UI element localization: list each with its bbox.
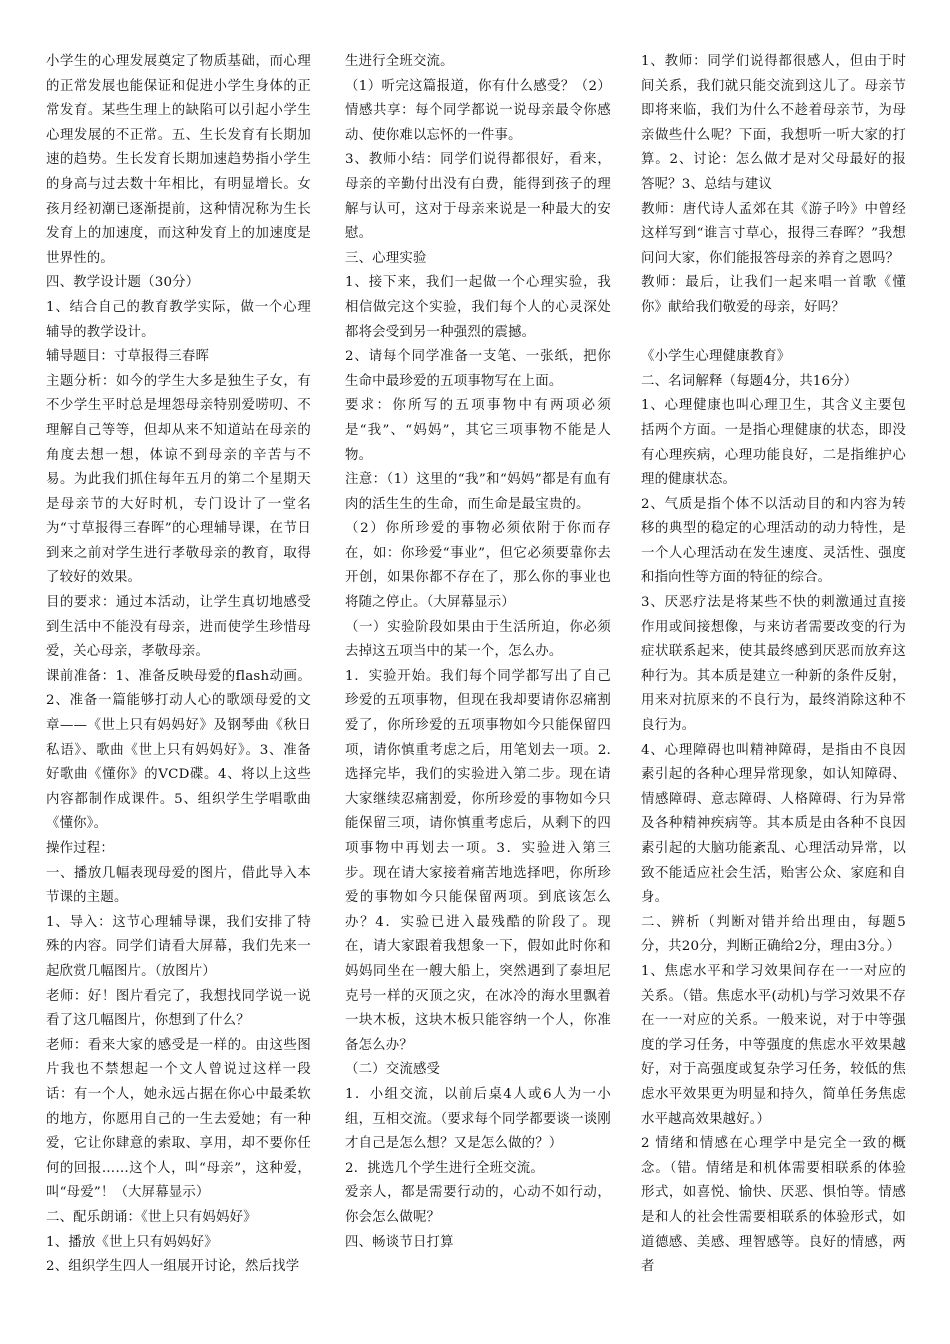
paragraph: 老师：好！图片看完了，我想找同学说一说看了这几幅图片，你想到了什么？ xyxy=(46,988,311,1029)
paragraph: 生进行全班交流。 xyxy=(345,54,454,69)
paragraph: 一、播放几幅表现母爱的图片，借此导入本节课的主题。 xyxy=(46,865,311,906)
paragraph: 1、焦虑水平和学习效果间存在一一对应的关系。（错。焦虑水平(动机)与学习效果不存在一一对应的关系。一般来说，对于中等强度的学习任务，中等强度的焦虑水平效果越好，对于高强度或复杂学习任务，较低的焦虑水平效果更为明显和持久，简单任务焦虑水平越高效果越好。） xyxy=(641,963,906,1127)
paragraph: 1．实验开始。我们每个同学都写出了自己珍爱的五项事物，但现在我却要请你忍痛割爱了，你所珍爱的五项事物如今只能保留四项，请你慎重考虑之后，用笔划去一项。2. 选择完毕，我们的实验进入第二步。现在请大家继续忍痛割爱，你所珍爱的事物如今只能保留三项，请你慎重考虑后，从剩下的四项事物中再划去一项。3．实验进入第三步。现在请大家接着痛苦地选择吧，你所珍爱的事物如今只能保留两项。到底该怎么办？4．实验已进入最残酷的阶段了。现在，请大家跟着我想象一下，假如此时你和妈妈同坐在一艘大船上，突然遇到了泰坦尼克号一样的灭顶之灾，在冰冷的海水里飘着一块木板，这块木板只能容纳一个人，你准备怎么办？ xyxy=(345,668,611,1053)
paragraph: （1）听完这篇报道，你有什么感受？（2）情感共享：每个同学都说一说母亲最令你感动、使你难以忘怀的一件事。 xyxy=(345,78,611,143)
paragraph: （一）实验阶段如果由于生活所迫，你必须去掉这五项当中的某一个，怎么办。 xyxy=(345,619,611,660)
paragraph: 3、厌恶疗法是将某些不快的刺激通过直接作用或间接想像，与来访者需要改变的行为症状联系起来，使其最终感到厌恶而放弃这种行为。其本质是建立一种新的条件反射，用来对抗原来的不良行为，最终消除这种不良行为。 xyxy=(641,595,906,734)
paragraph: 教师：唐代诗人孟郊在其《游子吟》中曾经这样写到“谁言寸草心，报得三春晖？”我想问问大家，你们能报答母亲的养育之恩吗？ xyxy=(641,201,906,266)
paragraph: 1．小组交流，以前后桌4人或6人为一小组，互相交流。（要求每个同学都要谈一谈刚才自己是怎么想？又是怎么做的？） xyxy=(345,1086,611,1152)
paragraph: 爱亲人，都是需要行动的，心动不如行动，你会怎么做呢？ xyxy=(345,1185,611,1225)
paragraph: 三、心理实验 xyxy=(345,250,427,266)
paragraph xyxy=(641,321,906,346)
paragraph: 注意：（1）这里的“我”和“妈妈”都是有血有肉的活生生的生命，而生命是最宝贵的。 xyxy=(345,472,611,512)
paragraph: 4、心理障碍也叫精神障碍，是指由不良因素引起的各种心理异常现象，如认知障碍、情感障碍、意志障碍、人格障碍、行为异常及各种精神疾病等。其本质是由各种不良因素引起的大脑功能紊乱、心理活动异常，以致不能适应社会生活，贻害公众、家庭和自身。 xyxy=(641,742,906,906)
paragraph: 2．挑选几个学生进行全班交流。 xyxy=(345,1160,544,1176)
paragraph: 1、播放《世上只有妈妈好》 xyxy=(46,1234,218,1250)
paragraph: 3、教师小结：同学们说得都很好，看来，母亲的辛勤付出没有白费，能得到孩子的理解与认可，这对于母亲来说是一种最大的安慰。 xyxy=(345,152,611,242)
paragraph: 四、教学设计题（30分） xyxy=(46,275,200,291)
paragraph: 2、请每个同学准备一支笔、一张纸，把你生命中最珍爱的五项事物写在上面。 xyxy=(345,349,611,389)
paragraph: 四、畅谈节日打算 xyxy=(345,1234,454,1250)
paragraph: 要求：你所写的五项事物中有两项必须是“我”、“妈妈”，其它三项事物不能是人物。 xyxy=(345,398,611,463)
paragraph: 2、组织学生四人一组展开讨论，然后找学 xyxy=(46,1259,300,1275)
paragraph: （2）你所珍爱的事物必须依附于你而存在，如：你珍爱“事业”，但它必须要靠你去开创，如果你都不存在了，那么你的事业也将随之停止。（大屏幕显示） xyxy=(345,521,611,611)
paragraph: 操作过程： xyxy=(46,841,114,856)
text-column-left xyxy=(46,50,311,1280)
text-column-middle xyxy=(345,50,611,1255)
text-column-right xyxy=(641,50,906,1280)
paragraph: 主题分析：如今的学生大多是独生子女，有不少学生平时总是埋怨母亲特别爱唠叨、不理解自己等等，但却从来不知道站在母亲的角度去想一想，体谅不到母亲的辛苦与不易。为此我们抓住每年五月的第二个星期天是母亲节的大好时机，专门设计了一堂名为“寸草报得三春晖”的心理辅导课，在节日到来之前对学生进行孝敬母亲的教育，取得了较好的效果。 xyxy=(46,373,311,586)
paragraph: 教师：最后，让我们一起来唱一首歌《懂你》献给我们敬爱的母亲，好吗？ xyxy=(641,275,906,315)
paragraph: 1、结合自己的教育教学实际，做一个心理辅导的教学设计。 xyxy=(46,299,311,340)
paragraph: 课前准备：1、准备反映母爱的flash动画。2、准备一篇能够打动人心的歌颂母爱的文章——《世上只有妈妈好》及钢琴曲《秋日私语》、歌曲《世上只有妈妈好》。3、准备好歌曲《懂你》的VCD碟。4、将以上这些内容都制作成课件。5、组织学生学唱歌曲《懂你》。 xyxy=(46,668,311,832)
paragraph: （二）交流感受 xyxy=(345,1062,441,1078)
paragraph: 目的要求：通过本活动，让学生真切地感受到生活中不能没有母亲，进而使学生珍惜母爱，关心母亲，孝敬母亲。 xyxy=(46,595,311,660)
paragraph: 小学生的心理发展奠定了物质基础，而心理的正常发展也能保证和促进小学生身体的正常发育。某些生理上的缺陷可以引起小学生心理发展的不正常。五、生长发育有长期加速的趋势。生长发育长期加速趋势指小学生的身高与过去数十年相比，有明显增长。女孩月经初潮已逐渐提前，这种情况称为生长发育上的加速度，而这种发育上的加速度是世界性的。 xyxy=(46,54,311,266)
paragraph: 1、心理健康也叫心理卫生，其含义主要包括两个方面。一是指心理健康的状态，即没有心理疾病，心理功能良好，二是指维护心理的健康状态。 xyxy=(641,398,906,488)
paragraph: 辅导题目：寸草报得三春晖 xyxy=(46,349,210,365)
paragraph: 二、配乐朗诵：《世上只有妈妈好》 xyxy=(46,1209,257,1225)
paragraph: 老师：看来大家的感受是一样的。由这些图片我也不禁想起一个文人曾说过这样一段话：有一个人，她永远占据在你心中最柔软的地方，你愿用自己的一生去爱她；有一种爱，它让你肆意的索取、享用，却不要你任何的回报……这个人，叫“母亲”，这种爱，叫“母爱”！（大屏幕显示） xyxy=(46,1037,311,1201)
paragraph: 《小学生心理健康教育》 xyxy=(641,349,791,365)
paragraph: 2、气质是指个体不以活动目的和内容为转移的典型的稳定的心理活动的动力特性，是一个人心理活动在发生速度、灵活性、强度和指向性等方面的特征的综合。 xyxy=(641,496,906,586)
paragraph: 二、名词解释（每题4分，共16分） xyxy=(641,373,858,389)
paragraph: 1、导入：这节心理辅导课，我们安排了特殊的内容。同学们请看大屏幕，我们先来一起欣赏几幅图片。（放图片） xyxy=(46,914,311,979)
paragraph: 1、接下来，我们一起做一个心理实验，我相信做完这个实验，我们每个人的心灵深处都将会受到另一种强烈的震撼。 xyxy=(345,275,611,340)
paragraph: 2 情绪和情感在心理学中是完全一致的概念。（错。情绪是和机体需要相联系的体验形式，如喜悦、愉快、厌恶、惧怕等。情感是和人的社会性需要相联系的体验形式，如道德感、美感、理智感等。良好的情感，两者 xyxy=(641,1136,906,1275)
paragraph: 1、教师：同学们说得都很感人，但由于时间关系，我们就只能交流到这儿了。母亲节即将来临，我们为什么不趁着母亲节，为母亲做些什么呢？下面，我想听一听大家的打算。2、讨论：怎么做才是对父母最好的报答呢？3、总结与建议 xyxy=(641,54,906,192)
paragraph: 二、辨析（判断对错并给出理由，每题5分，共20分，判断正确给2分，理由3分。） xyxy=(641,914,906,955)
